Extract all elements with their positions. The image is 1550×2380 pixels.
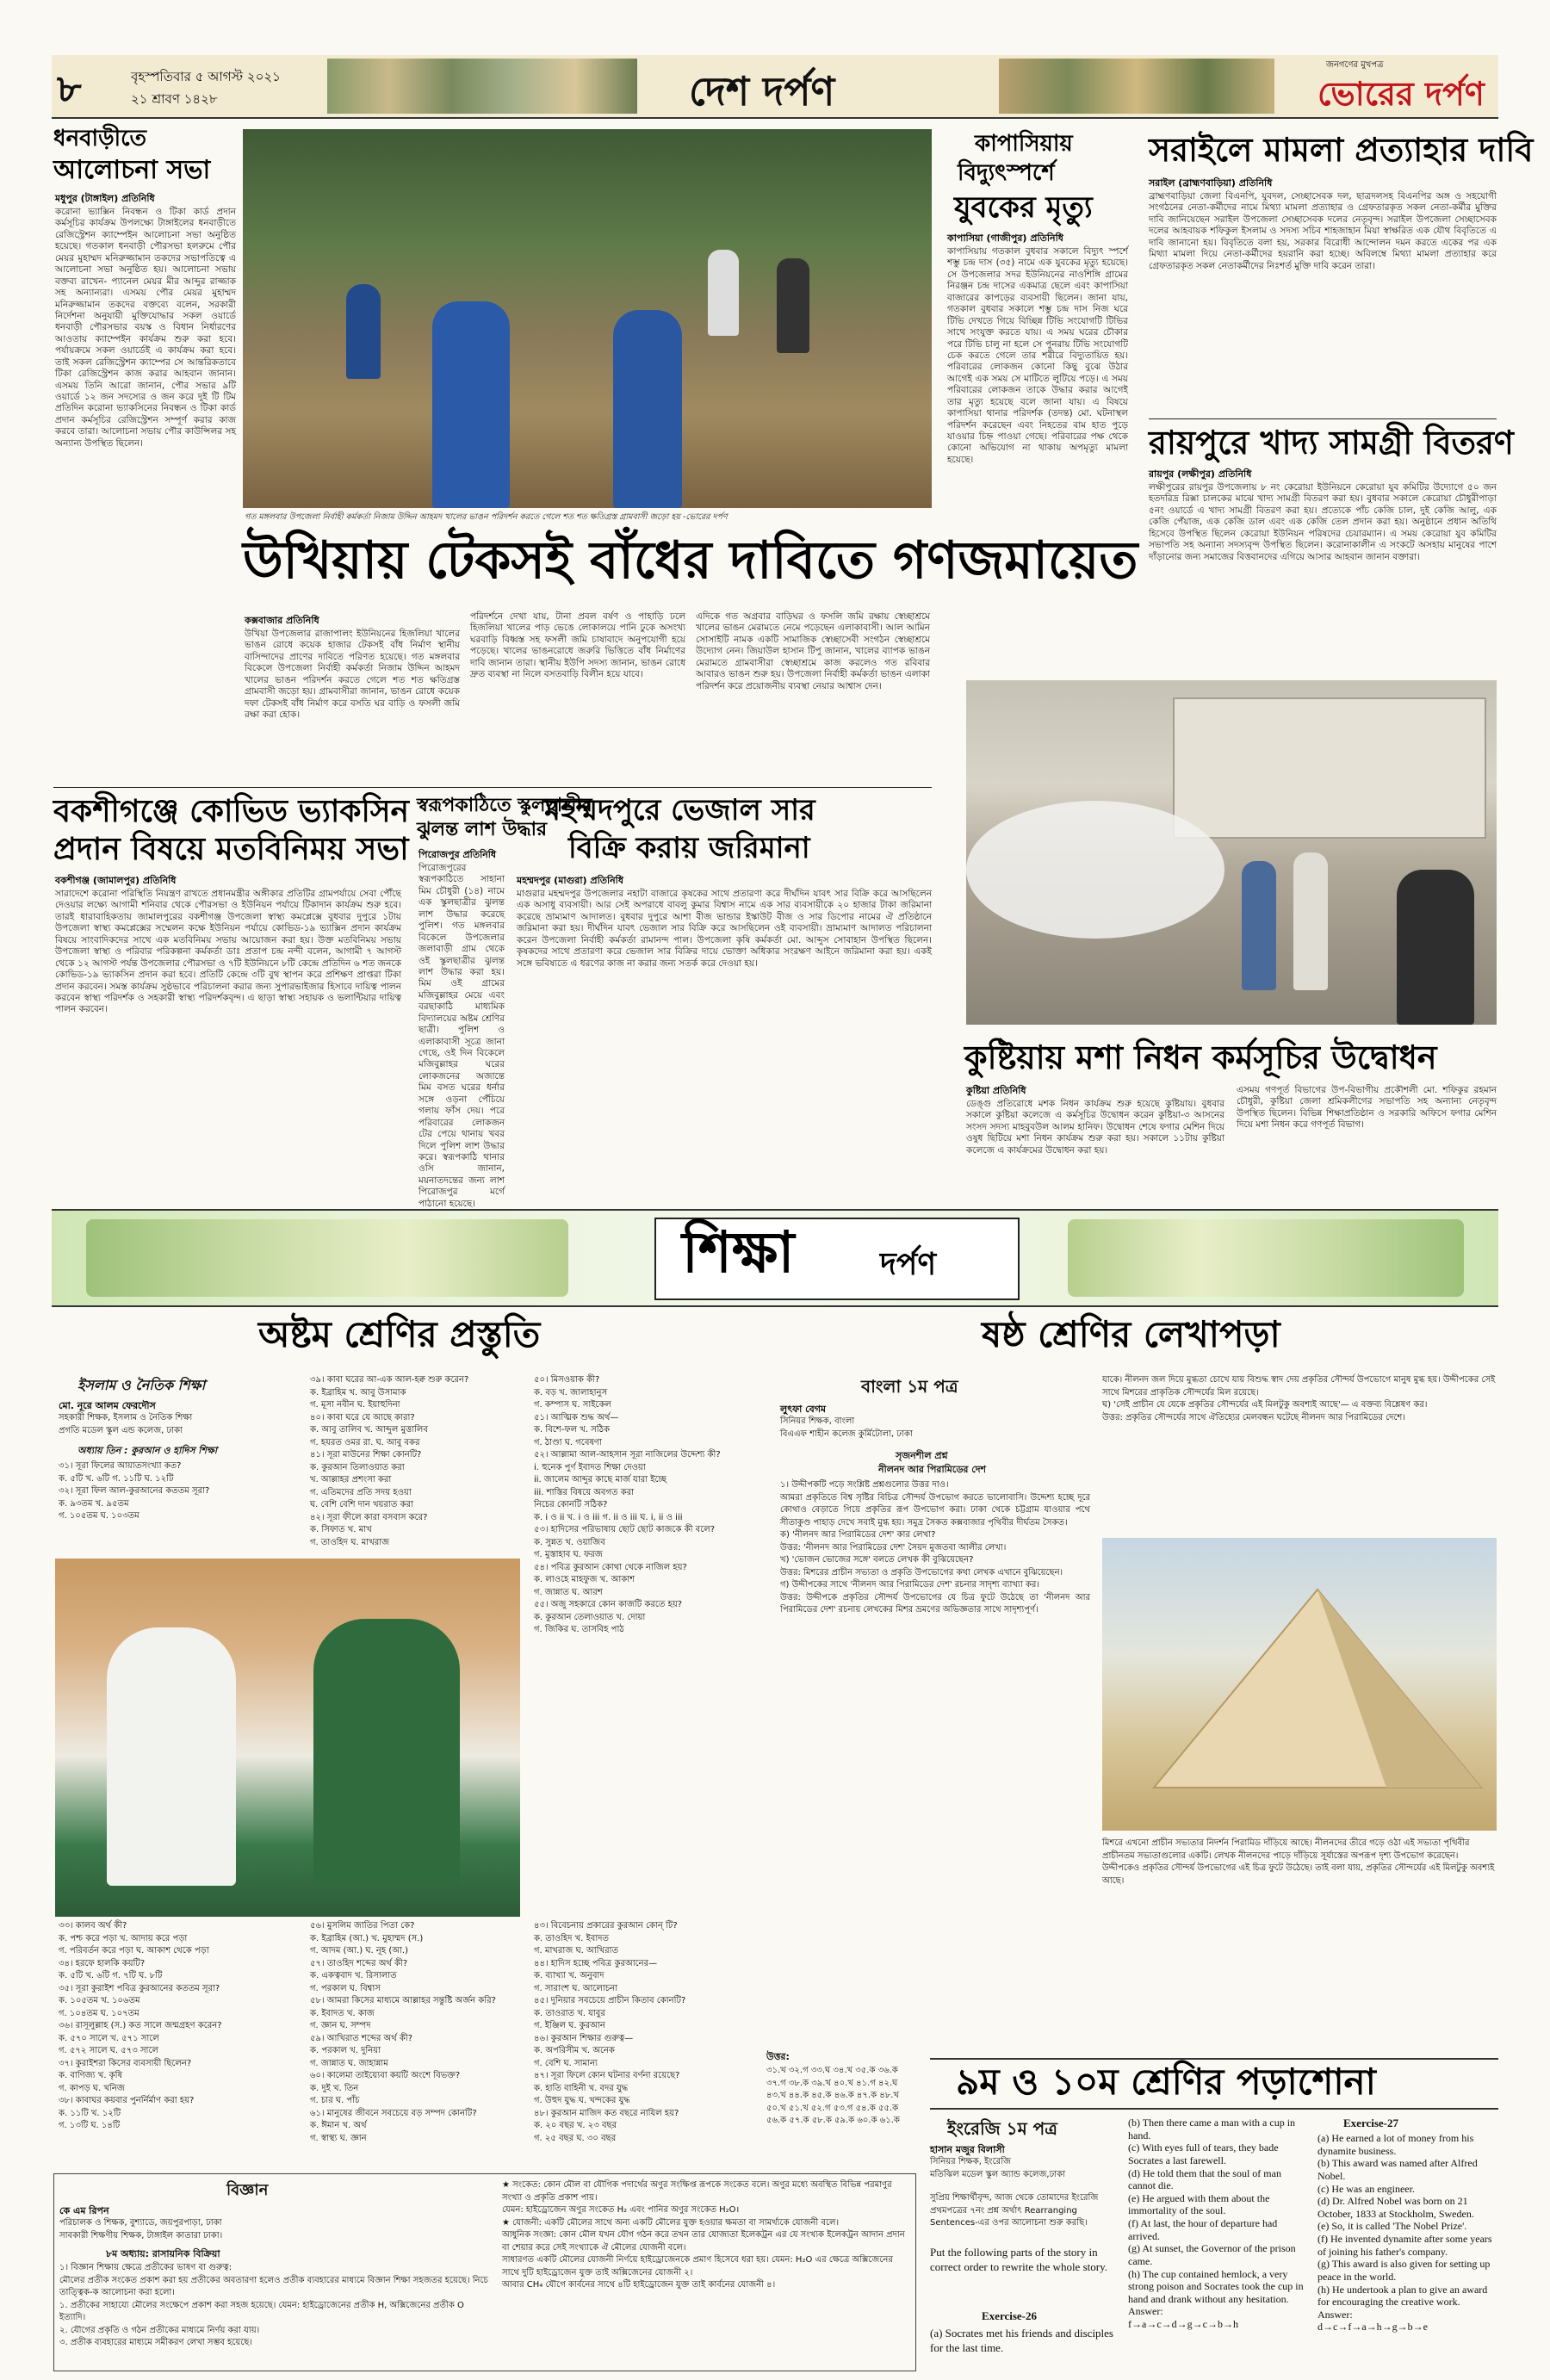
class9-teacher: হাসান মজুর বিলাসী	[930, 2144, 1005, 2155]
books-illustration	[1068, 1219, 1464, 1297]
crowd-figure	[777, 258, 809, 353]
science-title: বিজ্ঞান	[226, 2181, 269, 2199]
official-figure	[1242, 861, 1276, 990]
mohammadpur-headline-2: বিক্রি করায় জরিমানা	[568, 831, 810, 865]
mohammadpur-body: মাগুরার মহম্মদপুর উপজেলার নহাটা বাজারে কৃষকের সাথে প্রতারণা করে দীর্ঘদিন যাবৎ সার বিক্রি করে আসছিলেন এক অসাধু ব্যবসায়ী। আর সেই অপরাধে বাবলু কুমার বিশ্বাস নামে এক সার ব্যবসায়ীকে ২০ হাজার টাকা জরিমানা করেছে ভ্রাম্যমাণ আদালত। বুধবার দুপুরে আশা বীজ ভান্ডার ইস্কাউট বীজ ও সার ডিপোর নামের ঐ প্রতিষ্ঠানে জরিমানা করা হয়। দীর্ঘদিন যাবৎ ভেজাল সার বিক্রি করে আসছিলেন ওই ব্যবসায়ী। ভ্রাম্যমাণ আদালত পরিচালনা করেন উপজেলা নির্বাহী কর্মকর্তা রামানন্দ পাল। উপজেলা কৃষি কর্মকর্তা মো. আব্দুস সোবাহান উপস্থিত ছিলেন। কৃষকদের সাথে প্রতারণা করে ভেজাল সার বিক্রির দায়ে ভোক্তা অধিকার সংরক্ষণ আইনে জরিমানা করা হয়। একই সঙ্গে ভবিষ্যতে এ ধরণের কাজ না করার জন্য সতর্ক করে দেওয়া হয়।	[517, 889, 932, 969]
sarail-body: ব্রাহ্মণবাড়িয়া জেলা বিএনপি, যুবদল, সেচ্ছাসেবক দল, ছাত্রদলসহ বিএনপির অঙ্গ ও সহযোগী সংগঠনের নেতা-কর্মীদের নামে মিথ্যা মামলা প্রত্যাহার ও গ্রেফতারকৃত সকল নেতা-কর্মীর মুক্তির দাবি জানিয়েছেন সরাইল উপজেলা সেচ্ছাসেবক দলের নেতৃবৃন্দ। সরাইল উপজেলা সেচ্ছাসেবক দলের আহবায়ক শফিকুল ইসলাম ও সদস্য সচিব শাহজাহান মিয়া স্বাক্ষরিত এক যৌথ বিবৃতিতে এ দাবি জানানো হয়। বিবৃতিতে বলা হয়, সরকার বিরোধী আন্দোলন দমন করতে একের পর এক মিথ্যা মামলা দিয়ে নেতা-কর্মীদের হয়রানি করা হচ্ছে। অবিলম্বে মিথ্যা মামলা প্রত্যাহার করে গ্রেফতারকৃত সকল নেতাকর্মীদের নিঃশর্ত মুক্তি দাবি করেন তারা।	[1149, 191, 1497, 271]
class6-title: ষষ্ঠ শ্রেণির লেখাপড়া	[982, 1313, 1280, 1355]
students-photo	[55, 1559, 520, 1917]
crowd-figure	[432, 301, 510, 508]
science-body: ১। বিজ্ঞান শিক্ষায় ক্ষেত্রে প্রতীকের ভাষণ বা গুরুত্ব: মৌলের প্রতীক সংকেত প্রকাশ করা হয় প্রতীকের অবতারণা হলেও প্রতীক ব্যবহারের মাধ্যমে বিজ্ঞান শিক্ষা সহজতর হয়েছে। নিচে তাত্ত্বিক-ক আলোচনা করা হলো। ১. প্রতীকের সাহায্যে মৌলের সংক্ষেপে প্রকাশ করা সহজ হয়েছে। যেমন: হাইড্রোজেনের প্রতীক H, অক্সিজেনের প্রতীক O ইত্যাদি। ২. যৌগের প্রকৃতি ও গঠন প্রতীকের মাধ্যমে নির্ণয় করা যায়। ৩. প্রতীক ব্যবহারের মাধ্যমে সমীকরণ লেখা সম্ভব হয়েছে।	[59, 2263, 488, 2347]
ukhiya-body-3: এদিকে গত অগ্রবার বাড়িঘর ও ফসলি জমি রক্ষায় স্বেচ্ছাশ্রমে খালের ভাঙন মেরামতে নেমে পড়েছেন এলাকাবাসী। আল আমিন সোসাইটি নামক একটি সামাজিক স্বেচ্ছাসেবী সংগঠন স্বেচ্ছাশ্রমে উদ্যোগ নেন। জিয়াউল হাসান টিপু জানান, খালের ব্যাপক ভাঙন মেরামতে গ্রামবাসীরা স্বেচ্ছাশ্রমে কাজ করলেও গত রবিবার আবারও ভাঙন শুরু হয়। উপজেলা নির্বাহী কর্মকর্তা ভাঙন এলাকা পরিদর্শন করে প্রয়োজনীয় ব্যবস্থা নেয়ার আশ্বাস দেন।	[696, 611, 930, 691]
class6-subject: বাংলা ১ম পত্র	[861, 1376, 958, 1397]
class9-instruction: Put the following parts of the story in correct order to rewrite the whole story.	[930, 2246, 1107, 2273]
masthead-photo-strip-right	[999, 59, 1274, 114]
education-banner	[52, 1209, 1498, 1307]
kapasia-headline-2: বিদ্যুৎস্পর্শে	[958, 160, 1055, 186]
exercise-26-title: Exercise-26	[982, 2309, 1038, 2322]
paper-tagline: জনগণের মুখপত্র	[1326, 60, 1384, 70]
exercise-27-title: Exercise-27	[1343, 2117, 1399, 2129]
bakshiganj-byline: বকশীগঞ্জ (জামালপুর) প্রতিনিধি	[55, 875, 177, 886]
crowd-figure	[708, 250, 739, 336]
camera-operator	[1397, 870, 1474, 1025]
ukhiya-byline: কক্সবাজার প্রতিনিধি	[245, 615, 319, 626]
section-title: দেশ দর্পণ	[689, 68, 835, 115]
sarail-headline: সরাইলে মামলা প্রত্যাহার দাবি	[1149, 130, 1534, 169]
date-line-1: বৃহস্পতিবার ৫ আগস্ট ২০২১	[131, 69, 281, 84]
kushtia-photo	[966, 680, 1497, 1025]
class9-subject: ইংরেজি ১ম পত্র	[947, 2118, 1057, 2139]
fog-cloud	[966, 801, 1224, 939]
paper-logo: ভোরের দর্পণ	[1318, 74, 1485, 113]
mohammadpur-headline-1: মহম্মদপুরে ভেজাল সার	[544, 793, 815, 827]
sarail-byline: সরাইল (ব্রাহ্মণবাড়িয়া) প্রতিনিধি	[1149, 177, 1273, 189]
class6-topic: সৃজনশীল প্রশ্ন	[896, 1450, 948, 1461]
education-banner-suffix: দর্পণ	[880, 1246, 937, 1282]
kushtia-body-1: ডেঙ্গু প্রতিরোধে মশক নিধন কার্যক্রম শুরু হয়েছে কুষ্টিয়ায়। বুধবার সকালে কুষ্টিয়া কলেজে এ কর্মসূচির উদ্বোধন করেন কুষ্টিয়া-৩ আসনের সংসদ সদস্য মাহবুবউল আলম হানিফ। উদ্বোধন শেষে ফগার মেশিন দিয়ে ওষুধ ছিটিয়ে মশা নিধন কার্যক্রম শুরু করা হয়। সকালে ১১টায় কুষ্টিয়া কলেজে এ কার্যক্রমের উদ্বোধন করা হয়।	[966, 1099, 1224, 1156]
class8-answers-label: উত্তর:	[766, 2051, 790, 2062]
education-banner-title: শিক্ষা	[682, 1218, 795, 1286]
kapasia-headline-3: যুবকের মৃত্যু	[954, 190, 1093, 225]
class6-body-2: যাকে। নীলনদ জল দিয়ে মুগ্ধতা চোখে যায় বিশুদ্ধ স্বাদ দেয় প্রকৃতির সৌন্দর্য উপভোগে মানুষ মুগ্ধ হয়। উদ্দীপকের সেই সাথে মিশরের প্রাকৃতিক সৌন্দর্যের মিল রয়েছে। ঘ) 'সেই প্রাচীন যে যেকে প্রকৃতির সৌন্দর্যের এই মিলটুকু অবশ্যই আছে'— এ বক্তব্য বিশ্লেষণ কর। উত্তর: প্রকৃতির সৌন্দর্যের সাথে ঐতিহ্যের মেলবন্ধন ঘটেছে নীলনদ আর পিরামিডের দেশে।	[1102, 1375, 1496, 1422]
exercise-27-sentences: (a) He earned a lot of money from his dynamite business. (b) This award was named after Alfred Nobel. (c) He was an engineer. (d) Dr. Alfred Nobel was born on 21 October, 1833 at Stockholm, Sweden. (e) So, it is called 'The Nobel Prize'. (f) He invented dynamite after some years of joining his father's company. (g) This award is also given for setting up peace in the world. (h) He undertook a plan to give an award for encouraging the creative work. Answer: d→c→f→a→h→g→b→e	[1318, 2132, 1492, 2334]
pyramid-image	[1102, 1538, 1497, 1831]
class8-col1-questions: ৩১। সূরা ফিলের আয়াতসংখ্যা কত? ক. ৫টি খ. ৬টি গ. ১১টি ঘ. ১২টি ৩২। সূরা ফিল আল-কুরআনের কততম সূরা? ক. ৯৩তম খ. ৯৫তম গ. ১০৫তম ঘ. ১০৩তম	[59, 1461, 210, 1521]
science-teacher-info: পরিচালক ও শিক্ষক, বুশ্যাডে, জয়পুরপাড়া, ঢাকা সাবকারী শিক্ষণীয় শিক্ষক, টাঙ্গাইল কাতারা ঢাকা।	[59, 2218, 223, 2241]
class8-col3-questions: ৫০। মিসওয়াক কী? ক. বড় খ. জালাহানুস গ. কম্পাস ঘ. সাইকেল ৫১। আত্মিক শুদ্ধ অর্থ— ক. বিশে-ফল খ. সঠিক গ. ঠাণ্ডা ঘ. গবেষণা ৫২। আল্লামা আল-আহসান সূরা নাজিলের উদ্দেশ্য কী? i. হুনেক পুর্ণ ইবাদত শিক্ষা দেওয়া ii. জালেম আব্দুর কাছে মার্জ যারা ইচ্ছে iii. শাস্তির বিষয়ে অবগত করা নিচের কোনটি সঠিক? ক. i ও ii খ. i ও iii গ. ii ও iii ঘ. i, ii ও iii ৫৩। হাদিসের পরিভাষায় ছোট ছোট কাজকে কী বলে? ক. সুন্নত খ. ওয়াজিব গ. মুস্তাহাব ঘ. ফরজ ৫৪। পবিত্র কুরআন কোথা থেকে নাজিল হয়? ক. লাওহে মাহফুজ খ. আকাশ গ. জান্নাত ঘ. আরশ ৫৫। অজু সহকারে কোন কাজটি করতে হয়? ক. কুরআন তেলাওয়াত খ. দোয়া গ. জিকির ঘ. তাসবিহ পাঠ	[534, 1375, 721, 1634]
swarupkathi-headline-1: স্বরূপকাঠিতে স্কুলছাত্রীর	[417, 794, 592, 816]
science-teacher: কে এম রিপন	[59, 2205, 109, 2216]
dhanbari-headline-2: আলোচনা সভা	[53, 155, 211, 185]
crowd-figure	[613, 310, 682, 508]
class8-answers: ৩১.খ ৩২.গ ৩৩.ঘ ৩৪.খ ৩৫.ক ৩৬.ক ৩৭.গ ৩৮.ক ৩৯.খ ৪০.খ ৪১.গ ৪২.ঘ ৪৩.খ ৪৪.ক ৪৫.ক ৪৬.ক ৪৭.ক ৪৮.খ ৫০.খ ৫১.খ ৫২.গ ৫৩.গ ৫৪.ক ৫৫.ক ৫৬.ক ৫৭.ক ৫৮.ক ৫৯.ক ৬০.ক ৬১.ক	[766, 2066, 900, 2125]
class6-lesson: নীলনদ আর পিরামিডের দেশ	[878, 1464, 987, 1475]
kapasia-body: কাপাসিয়ায় গতকাল বুধবার সকালে বিদ্যুৎ স্পর্শে শম্ভু চন্দ্র দাস (৩৫) নামে এক যুবকের মৃত্যু হয়েছে। সে উপজেলার সদর ইউনিয়নের নাওশিঙ্গি গ্রামের নিরঞ্জন চন্দ্র দাসের একমাত্র ছেলে এবং কাপাসিয়া বাজারের কাপড়ের ব্যবসায়ী ছিলেন। জানা যায়, গতকাল বুধবার সকালে শম্ভু চন্দ্র দাস নিজ ঘরে টিভি দেখতে গিয়ে বিচ্ছিন্ন টিভি সংযোগটি টিভির সাথে সংযুক্ত করতে যায়। এ সময় ঘরের চৌকার পরে টিভি চালু না হলে সে পুনরায় টিভি সংযোগটি চেক করতে গেলে তার শরীরে বিদ্যুতায়িত হয়। পরিবারের লোকজন কোনো কিছু বুঝে উঠার আগেই এক সময় সে মাটিতে লুটিয়ে পড়ে। এ সময় পরিবারের লোকজন তাকে উদ্ধার করার আগেই তার মৃত্যু হয়েছে বলে জানা যায়। এ বিষয়ে কাপাসিয়া থানার পরিদর্শক (তদন্ত) মো. ঘটনাস্থল পরিদর্শন করেছেন এবং নিহতের বাম হাত পুড়ে যাওয়ার চিহ্ন পাওয়া গেছে। পরিবারের পক্ষ থেকে কোনো অভিযোগ না থাকায় অপমৃত্যু মামলা হয়েছে।	[947, 246, 1128, 465]
student-figure	[313, 1619, 460, 1886]
education-banner-box	[654, 1218, 1020, 1300]
raipur-headline: রায়পুরে খাদ্য সামগ্রী বিতরণ	[1149, 423, 1514, 462]
bakshiganj-headline-1: বকশীগঞ্জে কোভিড ভ্যাকসিন	[53, 793, 410, 829]
class6-body-1: ১। উদ্দীপকটি পড়ে সংশ্লিষ্ট প্রশ্নগুলোর উত্তর দাও। আমরা প্রকৃতিতে বিশ্ব সৃষ্টির বিচিত্র সৌন্দর্য উপভোগ করতে ভালোবাসি। উদ্দেশ্য হচ্ছে দূরে কোথাও বেড়াতে গিয়ে প্রকৃতির রূপ উপভোগ করা। ঢাকা থেকে চট্টগ্রাম যাওয়ার পথে সীতাকুণ্ড পাহাড় দেখে সবাই মুগ্ধ হয়। সমুদ্র সৈকত কক্সবাজার পৃথিবীর দীর্ঘতম সৈকত। ক) 'নীলনদ আর পিরামিডের দেশ' কার লেখা? উত্তর: 'নীলনদ আর পিরামিডের দেশ' সৈয়দ মুজতবা আলীর লেখা। খ) 'ভোজন ভোজের সঙ্গে' বলতে লেখক কী বুঝিয়েছেন? উত্তর: মিশরের প্রাচীন সভ্যতা ও প্রকৃতি উপভোগের কথা লেখক এখানে বুঝিয়েছেন। গ) উদ্দীপকের সাথে 'নীলনদ আর পিরামিডের দেশ' রচনার সাদৃশ্য ব্যাখ্যা কর। উত্তর: উদ্দীপকে প্রকৃতির সৌন্দর্য উপভোগের যে চিত্র ফুটে উঠেছে তা 'নীলনদ আর পিরামিডের দেশ' রচনায় লেখকের মিশর ভ্রমণের অভিজ্ঞতার সাথে সাদৃশ্যপূর্ণ।	[780, 1480, 1090, 1615]
building-icon	[1173, 697, 1486, 839]
divider	[53, 787, 932, 788]
mohammadpur-byline: মহম্মদপুর (মাগুরা) প্রতিনিধি	[517, 875, 623, 886]
dhanbari-body: করোনা ভ্যাক্সিন নিবন্ধন ও টিকা কার্ড প্রদান কর্মসূচির কার্যক্রম উপলক্ষ্যে টাঙ্গাইলের ধনবাড়ীতে রেজিস্ট্রেশন ক্যাম্পেইন আলোচনা সভা অনুষ্ঠিত হয়েছে। গতকাল ধনবাড়ী পৌরসভা হলরুমে পৌর মেয়র মুহাম্মদ মনিরুজ্জামান তকদের সভাপতিত্বে এ আলোচনা সভা অনুষ্ঠিত হয়। আলোচনা সভায় বক্তব্য রাখেন- প্যানেল মেয়র মীর আব্দুর রাজ্জাক সহ অন্যান্যরা। এসময় পৌর মেয়র মুহাম্মদ মনিরুজ্জামান তকদের বক্তব্যে বলেন, সরকারী নির্দেশনা অনুযায়ী মুক্তিযোদ্ধার সকল ওয়ার্ডে ধনবাড়ী পৌরসভার বয়স্ক ও বিধান নির্ধারণের আওতায় ক্যাম্পেইন কার্যক্রম শুরু করা হবে। পর্যায়ক্রমে সকল ওয়ার্ডেই এ কার্যক্রম করা হবে। তাই সকল রেজিস্ট্রেশন ক্যাম্পের সে আন্তরিকতাবে টিকা রেজিস্ট্রেশন কাজ করার আহবান জানান। এসময় তিনি আরো জানান, পৌর সভার ৯টি ওয়ার্ডে ১২ জন সদস্যের ও জন করে দুই টি টিম প্রতিদিন করোনা ভ্যাকসিনের নিবন্ধন ও টিকা কার্ড প্রদান কর্মসূচির রেজিস্ট্রেশন সম্পূর্ণ করার কাজ করবে তারা। আলোচনা সভায় পৌর কাউন্সিলর সহ অন্যান্য উপস্থিত ছিলেন।	[55, 207, 236, 449]
class9-teacher-info: সিনিয়র শিক্ষক, ইংরেজি মতিঝিল মডেল স্কুল অ্যান্ড কলেজ,ঢাকা	[930, 2157, 1066, 2179]
class6-teacher-info: সিনিয়র শিক্ষক, বাংলা বিএএফ শাহীন কলেজ কুর্মিটোলা, ঢাকা	[780, 1416, 913, 1439]
exercise-26-a: (a) Socrates met his friends and disciples for the last time.	[930, 2327, 1113, 2354]
pyramid-icon	[1102, 1538, 1497, 1831]
students-illustration	[86, 1219, 568, 1297]
masthead-photo-strip-left	[327, 59, 637, 114]
flood-photo	[243, 129, 932, 508]
class8-chapter: অধ্যায় তিন : কুরআন ও হাদিস শিক্ষা	[78, 1445, 218, 1456]
class8-teacher: মো. নূরে আলম ফেরদৌস	[59, 1400, 156, 1411]
class9-title: ৯ম ও ১০ম শ্রেণির পড়াশোনা	[956, 2061, 1376, 2103]
kushtia-headline: কুষ্টিয়ায় মশা নিধন কর্মসূচির উদ্বোধন	[964, 1038, 1437, 1076]
ukhiya-headline: উখিয়ায় টেকসই বাঁধের দাবিতে গণজমায়েত	[243, 530, 1138, 591]
swarupkathi-headline-2: ঝুলন্ত লাশ উদ্ধার	[417, 818, 548, 840]
class8-subject: ইসলাম ও নৈতিক শিক্ষা	[78, 1377, 206, 1393]
kapasia-headline-1: কাপাসিয়ায়	[975, 131, 1073, 157]
class8-teacher-info: সহকারী শিক্ষক, ইসলাম ও নৈতিক শিক্ষা প্রগতি মডেল স্কুল এন্ড কলেজ, ঢাকা	[59, 1413, 193, 1435]
raipur-body: লক্ষীপুরের রায়পুর উপজেলায় ৮ নং কেরোয়া ইউনিয়নে কেরোয়া যুব কমিটির উদ্যোগে ৫০ জন হতদরিদ্র রিক্সা চালকের মাঝে খাদ্য সামগ্রী বিতরণ করা হয়। বুধবার সকালে কেরোয়া চৌধুরীপাড়া ৫নং ওয়ার্ডে এ খাদ্য সামগ্রী বিতরণ করা হয়। প্রত্যেকে পাঁচ কেজি চাল, দুই কেজি আলু, এক কেজি পেঁয়াজ, এক কেজি ডাল এবং এক কেজি তেল প্রদান করা হয়। অনুষ্ঠানে প্রধান অতিথি হিসেবে উপস্থিত ছিলেন কেরোয়া ইউনিয়ন পরিষদের চেয়ারম্যান। এ সময় কেরোয়া যুব কমিটির সভাপতি সহ অন্যান্য সদস্যবৃন্দ উপস্থিত ছিলেন। করোনাকালীন এ সংকটে অসহায় মানুষের পাশে দাঁড়ানোর জন্য সমাজের বিত্তবানদের এগিয়ে আসার আহবান জানান বক্তারা।	[1149, 482, 1497, 562]
student-figure	[107, 1627, 236, 1886]
science-box	[53, 2173, 916, 2371]
date-line-2: ২১ শ্রাবণ ১৪২৮	[131, 91, 218, 107]
class9-title-box	[930, 2058, 1498, 2110]
ukhiya-body-1: উখিয়া উপজেলার রাজাপালং ইউনিয়নের হিজলিয়া খালের ভাঙন রোধে কয়েক হাজার টেকসই বাঁধ নির্মাণ স্থানীয় বাসিন্দাদের প্রাণের দাবিতে পরিণত হয়েছে। গত মঙ্গলবার বিকেলে উপজেলা নির্বাহী কর্মকর্তা নিজাম উদ্দিন আহমদ খালের ভাঙন পরিদর্শন করতে গেলে শত শত ক্ষতিগ্রস্ত গ্রামবাসী জড়ো হয়। গ্রামবাসীরা জানান, ভাঙন রোধে কয়েক দফা টেকসই বাঁধ নির্মাণ করে বসতি ঘর বাড়ি ও ফসলী জমি রক্ষা করা হোক।	[245, 629, 460, 721]
science-chapter: ৮ম অধ্যায়: রাসায়নিক বিক্রিয়া	[106, 2248, 220, 2259]
ukhiya-body-2: পরিদর্শনে দেখা যায়, টানা প্রবল বর্ষণ ও পাহাড়ি ঢলে হিজলিয়া খালের পাড় ভেঙে লোকালয়ে পানি ঢুকে অসংখ্য ঘরবাড়ি বিধ্বস্ত সহ ফসলী জমি চাষাবাদে অনুপযোগী হয়ে পড়েছে। খালের ভাঙনরোধে জরুরি ভিত্তিতে বাঁধ নির্মাণের দাবি জানান তারা। স্থানীয় ইউপি সদস্য জানান, ভাঙন রোধে দ্রুত ব্যবস্থা না নিলে বসতবাড়ি বিলীন হয়ে যাবে।	[470, 611, 685, 680]
kushtia-byline: কুষ্টিয়া প্রতিনিধি	[966, 1085, 1026, 1096]
class8-col1b-questions: ৩৩। কালব অর্থ কী? ক. পশ্চ করে পড়া খ. আদায় করে পড়া গ. পরিবর্তন করে পড়া ঘ. আকাশ থেকে পড়া ৩৪। হরফে হালকি কয়টি? ক. ৫টি খ. ৬টি গ. ৭টি ঘ. ৮টি ৩৫। সূরা কুরাইশ পবিত্র কুরআনের কততম সূরা? ক. ১০৫তম খ. ১০৬তম গ. ১০৪তম ঘ. ১০৭তম ৩৬। রাসূলুল্লাহ (স.) কত সালে জন্মগ্রহণ করেন? ক. ৫৭০ সালে খ. ৫৭১ সালে গ. ৫৭২ সালে ঘ. ৫৭৩ সালে ৩৭। কুরাইশরা কিসের ব্যবসায়ী ছিলেন? ক. বাণিজ্য খ. কৃষি গ. কাপড় ঘ. খনিজ ৩৮। কাবাঘর কয়বার পুনর্নির্মাণ করা হয়? ক. ১১টি খ. ১২টি গ. ১৩টি ঘ. ১৪টি	[59, 1921, 222, 2130]
swarupkathi-byline: পিরোজপুর প্রতিনিধি	[418, 849, 497, 860]
kapasia-byline: কাপাসিয়া (গাজীপুর) প্রতিনিধি	[947, 232, 1063, 244]
kushtia-body-2: এসময় গণপূর্ত বিভাগের উপ-বিভাগীয় প্রকৌশলী মো. শফিকুর রহমান চৌধুরী, কুষ্টিয়া জেলা শ্রমিকলীগের সভাপতি সহ অন্যান্য নেতৃবৃন্দ উপস্থিত ছিলেন। বিভিন্ন শিক্ষাপ্রতিষ্ঠান ও সরকারি অফিসে ফগার মেশিন দিয়ে মশা নিধন করে গণপূর্ত বিভাগ।	[1237, 1085, 1497, 1131]
crowd-figure	[346, 284, 381, 379]
dhanbari-byline: মধুপুর (টাঙ্গাইল) প্রতিনিধি	[55, 193, 155, 204]
class8-col3b-questions: ৫৬। মুসলিম জাতির পিতা কে? ক. ইব্রাহিম (আ.) খ. মুহাম্মদ (স.) গ. আদম (আ.) ঘ. নূহ (আ.) ৫৭। তাওহিদ শব্দের অর্থ কী? ক. একত্ববাদ খ. রিসালাত গ. পরকাল ঘ. বিশ্বাস ৫৮। আমরা কিসের মাধ্যমে আল্লাহর সন্তুষ্টি অর্জন করি? ক. ইবাদত খ. কাজ গ. জ্ঞান ঘ. সম্পদ ৫৯। আখিরাত শব্দের অর্থ কী? ক. পরকাল খ. দুনিয়া গ. জান্নাত ঘ. জাহান্নাম ৬০। কালেমা তাইয়্যেবা কয়টি অংশে বিভক্ত? ক. দুই খ. তিন গ. চার ঘ. পাঁচ ৬১। মানুষের জীবনে সবচেয়ে বড় সম্পদ কোনটি? ক. ঈমান খ. অর্থ গ. স্বাস্থ্য ঘ. জ্ঞান	[310, 1921, 496, 2143]
exercise-26-sentences: (b) Then there came a man with a cup in hand. (c) With eyes full of tears, they bade Socrates a last farewell. (d) He told them that the soul of man cannot die. (e) He argued with them about the immortality of the soul. (f) At last, the hour of departure had arrived. (g) At sunset, the Governor of the prison came. (h) The cup contained hemlock, a very strong poison and Socrates took the cup in hand and drank without any hesitation. Answer: f→a→c→d→g→c→b→h	[1128, 2117, 1304, 2330]
official-figure	[1293, 852, 1328, 990]
swarupkathi-body: পিরোজপুরের স্বরূপকাঠিতে সাহানা মিম চৌধুরী (১৪) নামে এক স্কুলছাত্রীর ঝুলন্ত লাশ উদ্ধার করেছে পুলিশ। গত মঙ্গলবার বিকেলে উপজেলার জলাবাড়ী গ্রাম থেকে ওই স্কুলছাত্রীর ঝুলন্ত লাশ উদ্ধার করা হয়। মিম ওই গ্রামের মজিবুল্লাহর মেয়ে এবং বরছাকাঠি মাধ্যমিক বিদ্যালয়ের অষ্টম শ্রেণির ছাত্রী। পুলিশ ও এলাকাবাসী সূত্রে জানা গেছে, ওই দিন বিকেলে মজিবুল্লাহর ঘরের লোকজনের অজান্তে মিম বসত ঘরের ধর্নার সঙ্গে ওড়না পেঁচিয়ে গলায় ফাঁস দেয়। পরে পরিবারের লোকজন টের পেয়ে থানায় খবর দিলে পুলিশ লাশ উদ্ধার করে। স্বরূপকাঠি থানার ওসি জানান, ময়নাতদন্তের জন্য লাশ পিরোজপুর মর্গে পাঠানো হয়েছে।	[418, 863, 505, 1209]
class8-col2-questions: ৩৯। কাবা ঘরের আ-এক আল-হক্ব শুরু করেন? ক. ইব্রাহিম খ. আবু উসামাক গ. মূসা নবীন ঘ. ইয়াহুদিনা ৪০। কাবা ঘরে যে আছে কারা? ক. আবু তালিব খ. আব্দুল মুত্তালিব গ. হযরত ওমর রা. ঘ. আবু বকর ৪১। সূরা মাউনের শিক্ষা কোনটি? ক. কুরআন তিলাওয়াত করা খ. আল্লাহর প্রশংসা করা গ. এতিমদের প্রতি সদয় হওয়া ঘ. বেশি বেশি দান খয়রাত করা ৪২। সূরা ফীলে কারা বসবাস করে? ক. সিফাত খ. মাখ গ. তাওহিদ ঘ. মাখরাজ	[310, 1375, 469, 1547]
divider	[1149, 418, 1497, 419]
dhanbari-headline-1: ধনবাড়ীতে	[53, 126, 147, 152]
class8-title: অষ্টম শ্রেণির প্রস্তুতি	[258, 1313, 541, 1355]
class6-body-3: মিশরে এখনো প্রাচীন সভ্যতার নিদর্শন পিরামিড দাঁড়িয়ে আছে। নীলনদের তীরে গড়ে ওঠা এই সভ্যতা পৃথিবীর প্রাচীনতম সভ্যতাগুলোর একটি। লেখক নীলনদের পাড়ে দাঁড়িয়ে সূর্যাস্তের অপরূপ দৃশ্য উপভোগ করেছেন। উদ্দীপকেও প্রকৃতির সৌন্দর্য উপভোগের এই চিত্র ফুটে উঠেছে। তাই বলা যায়, প্রকৃতির সৌন্দর্যের এই মিলটুকু অবশ্যই আছে।	[1102, 1838, 1495, 1886]
bakshiganj-headline-2: প্রদান বিষয়ে মতবিনিময় সভা	[53, 831, 409, 867]
raipur-byline: রায়পুর (লক্ষীপুর) প্রতিনিধি	[1149, 468, 1252, 480]
page-number: ৮	[57, 67, 82, 111]
class8-col2b-questions: ৪৩। বিবেচনায় প্রকারের কুরআন কোন্ টি? ক. তাওহিদ খ. ইবাদত গ. মাখরাজ ঘ. আখিরাত ৪৪। হাদিস হচ্ছে পবিত্র কুরআনের— ক. ব্যাখ্যা খ. অনুবাদ গ. সারাংশ ঘ. আলোচনা ৪৫। দুনিয়ার সবচেয়ে প্রাচীন কিতাব কোনটি? ক. তাওরাত খ. যাবুর গ. ইঞ্জিল ঘ. কুরআন ৪৬। কুরআন শিক্ষার গুরুত্ব— ক. অপরিসীম খ. অনেক গ. বেশি ঘ. সামান্য ৪৭। সূরা ফিলে কোন ঘটনার বর্ণনা রয়েছে? ক. হাতি বাহিনী খ. বদর যুদ্ধ গ. উহুদ যুদ্ধ ঘ. খন্দকের যুদ্ধ ৪৮। কুরআন মাজিদ কত বছরে নাযিল হয়? ক. ২০ বছর খ. ২৩ বছর গ. ২৫ বছর ঘ. ৩০ বছর	[534, 1921, 686, 2143]
masthead	[52, 55, 1498, 119]
flood-photo-caption: গত মঙ্গলবার উপজেলা নির্বাহী কর্মকর্তা নিজাম উদ্দিন আহমদ খালের ভাঙন পরিদর্শন করতে গেলে শত শত ক্ষতিগ্রস্ত গ্রামবাসী জড়ো হয় -ভোরের দর্পণ	[245, 512, 728, 522]
class9-intro: সুপ্রিয় শিক্ষার্থীবৃন্দ, আজ থেকে তোমাদের ইংরেজি প্রথমপত্রের ৭নং প্রশ্ন অর্থাৎ Rearranging Sentences-এর ওপর আলোচনা শুরু করছি।	[930, 2193, 1099, 2228]
class6-teacher: লুৎফা বেগম	[780, 1404, 827, 1415]
science-col2: ★ সংকেত: কোন মৌল বা যৌগিক পদার্থের অণুর সংক্ষিপ্ত রূপকে সংকেত বলে। অণুর মধ্যে অবস্থিত বিভিন্ন পরমাণুর সংখ্যা ও প্রকৃতি প্রকাশ পায়। যেমন: হাইড্রোজেন অণুর সংকেত H₂ এবং পানির অণুর সংকেত H₂O। ★ যোজনী: একটি মৌলের সাথে অন্য একটি মৌলের যুক্ত হওয়ার ক্ষমতা বা সামর্থ্যকে যোজনী বলে। আধুনিক সংজ্ঞা: কোন মৌল যখন যৌগ গঠন করে তখন তার যোজ্যতা ইলেকট্রন এর যে সংখ্যক ইলেকট্রন আদান প্রদান বা শেয়ার করে সেই সংখ্যাকে ঐ মৌলের যোজনী বলে। সাধারণত একটি মৌলের যোজনী নির্ণয়ে হাইড্রোজেনকে প্রমাণ হিসেবে ধরা হয়। যেমন: H₂O এর ক্ষেত্রে অক্সিজেনের সাথে দুটি হাইড্রোজেন যুক্ত তাই অক্সিজেনের যোজনী ২। আবার CH₄ যৌগে কার্বনের সাথে ৪টি হাইড্রোজেন যুক্ত তাই কার্বনের যোজনী ৪।	[502, 2180, 905, 2290]
bakshiganj-body: সারাদেশে করোনা পরিস্থিতি নিয়ন্ত্রণ রাখতে প্রধানমন্ত্রীর অঙ্গীকার প্রতিটির গ্রামপর্যায়ে সেবা পৌঁছে দেওয়ার লক্ষ্যে আগামী শনিবার থেকে পৌরসভা ও ইউনিয়ন পর্যায়ে টিকাদান কার্যক্রম শুরু হবে। তারই ধারাবাহিকতায় জামালপুরের বকশীগঞ্জ উপজেলা স্বাস্থ্য কমপ্লেক্সে বুধবার দুপুরে ১টায় উপজেলা স্বাস্থ্য কমপ্লেক্সের সম্মেলন কক্ষে ইউনিয়ন পর্যায়ে কোভিড-১৯ ভ্যাক্সিন প্রদান কার্যক্রম বিষয়ে সাংবাদিকদের সাথে এক মতবিনিময় সভায় আয়োজন করা হয়। উক্ত মতবিনিময় সভায় উপজেলা স্বাস্থ্য ও পরিবার পরিকল্পনা কর্মকর্তা ডাঃ প্রতাপ চন্দ্র নন্দী বলেন, আগামী ৭ আগস্ট থেকে ১২ আগস্ট পর্যন্ত উপজেলার পৌরসভা ও ৭টি ইউনিয়নে ৮টি কেন্দ্রে প্রতিদিন ৬ শত জনকে কোভিড-১৯ ভ্যাকসিন প্রদান করা হবে। প্রতিটি কেন্দ্রে ৩টি বুথ স্থাপন করে প্রশিক্ষণ প্রাপ্তরা টিকা প্রদান করবেন। সমস্ত কার্যক্রম সুষ্ঠভাবে পরিচালনা করার জন্য সুপারভাইজার হিসাবে দায়িত্ব পালন করবেন স্বাস্থ্য পরিদর্শক ও সহকারী স্বাস্থ্য পরিদর্শকবৃন্দ। এ ছাড়া স্বাস্থ্য সহায়ক ও ভলান্টিয়ার দায়িত্ব পালন করবেন।	[55, 889, 401, 1015]
